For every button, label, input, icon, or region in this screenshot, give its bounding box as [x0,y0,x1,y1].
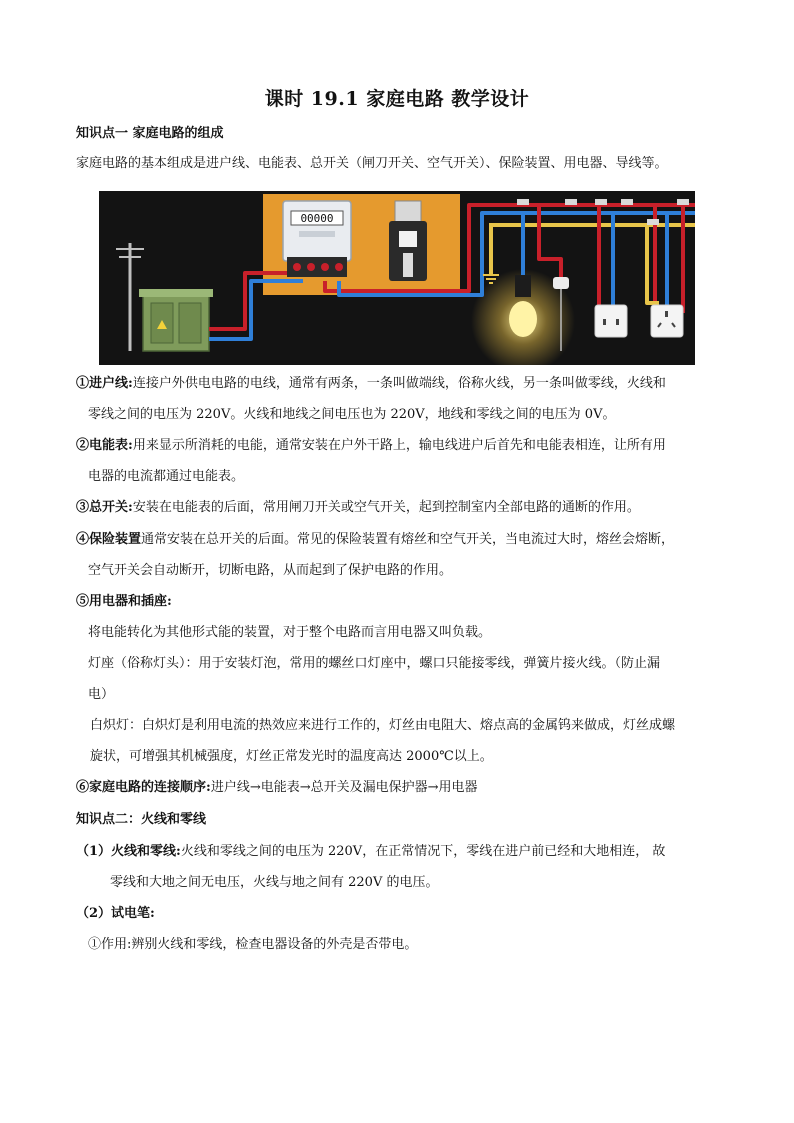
item-1-cont: 零线之间的电压为 220V。火线和地线之间电压也为 220V，地线和零线之间的电压为 0V。 [88,407,616,422]
section-2-p1-label: （1）火线和零线: [76,844,181,859]
main-switch [389,201,427,281]
item-4-text: 通常安装在总开关的后面。常见的保险装置有熔丝和空气开关，当电流过大时，熔丝会熔断， [141,532,675,547]
item-1 [76,374,736,394]
transformer-box [139,289,213,351]
electricity-meter [283,201,351,277]
item-1-label: ①进户线: [76,376,133,391]
section-2-p1-text: 火线和零线之间的电压为 220V，在正常情况下，零线在进户前已经和大地相连， 故 [180,844,666,859]
section-1-heading: 知识点一 家庭电路的组成 [76,126,224,141]
item-4 [76,530,736,550]
item-3-text: 安装在电能表的后面，常用闸刀开关或空气开关，起到控制室内全部电路的通断的作用。 [132,500,640,515]
section-2-p3-text: 辨别火线和零线，检查电器设备的外壳是否带电。 [131,937,418,952]
item-1-text: 连接户外供电电路的电线，通常有两条，一条叫做端线，俗称火线，另一条叫做零线，火线和 [132,376,666,391]
light-bulb-icon [509,301,537,337]
item-2-text: 用来显示所消耗的电能，通常安装在户外干路上，输电线进户后首先和电能表相连，让所有用 [132,438,666,453]
item-4-cont: 空气开关会自动断开，切断电路，从而起到了保护电路的作用。 [88,563,453,578]
section-2-p2-label: （2）试电笔: [76,906,155,921]
meter-reading: 00000 [300,212,334,225]
item-6-text: 进户线→电能表→总开关及漏电保护器→用电器 [210,780,478,795]
item-2-cont: 电器的电流都通过电能表。 [88,469,245,484]
section-2-p3 [88,935,748,955]
item-3-label: ③总开关: [76,500,133,515]
item-6-label: ⑥家庭电路的连接顺序: [76,780,211,795]
item-3 [76,498,736,518]
section-2-p1 [76,842,736,862]
section-2-heading: 知识点二：火线和零线 [76,812,207,827]
section-1-intro: 家庭电路的基本组成是进户线、电能表、总开关（闸刀开关、空气开关）、保险装置、用电器、导线等。 [76,156,668,171]
page-title: 课时 19.1 家庭电路 教学设计 [264,88,530,110]
item-6 [76,778,736,798]
item-5-p2: 灯座（俗称灯头）：用于安装灯泡，常用的螺丝口灯座中，螺口只能接零线，弹簧片接火线。（防止漏 [88,656,661,671]
household-circuit-figure [99,191,695,365]
section-2-p3-label: ①作用: [88,937,132,952]
wall-socket-two-pin [595,305,627,337]
item-5-p3: 白炽灯：白炽灯是利用电流的热效应来进行工作的，灯丝由电阻大、熔点高的金属钨来做成，灯丝成螺 [90,718,676,733]
item-2-label: ②电能表: [76,438,133,453]
item-5-p2b: 电） [88,687,115,702]
item-2 [76,436,736,456]
item-5-label: ⑤用电器和插座: [76,594,172,609]
item-5-p3b: 旋状，可增强其机械强度，灯丝正常发光时的温度高达 2000℃以上。 [90,749,493,764]
item-5-p1: 将电能转化为其他形式能的装置，对于整个电路而言用电器又叫负载。 [88,625,492,640]
item-4-label: ④保险装置 [76,532,142,547]
section-2-p1-cont: 零线和大地之间无电压，火线与地之间有 220V 的电压。 [110,875,439,890]
wall-socket-three-pin [651,305,683,337]
